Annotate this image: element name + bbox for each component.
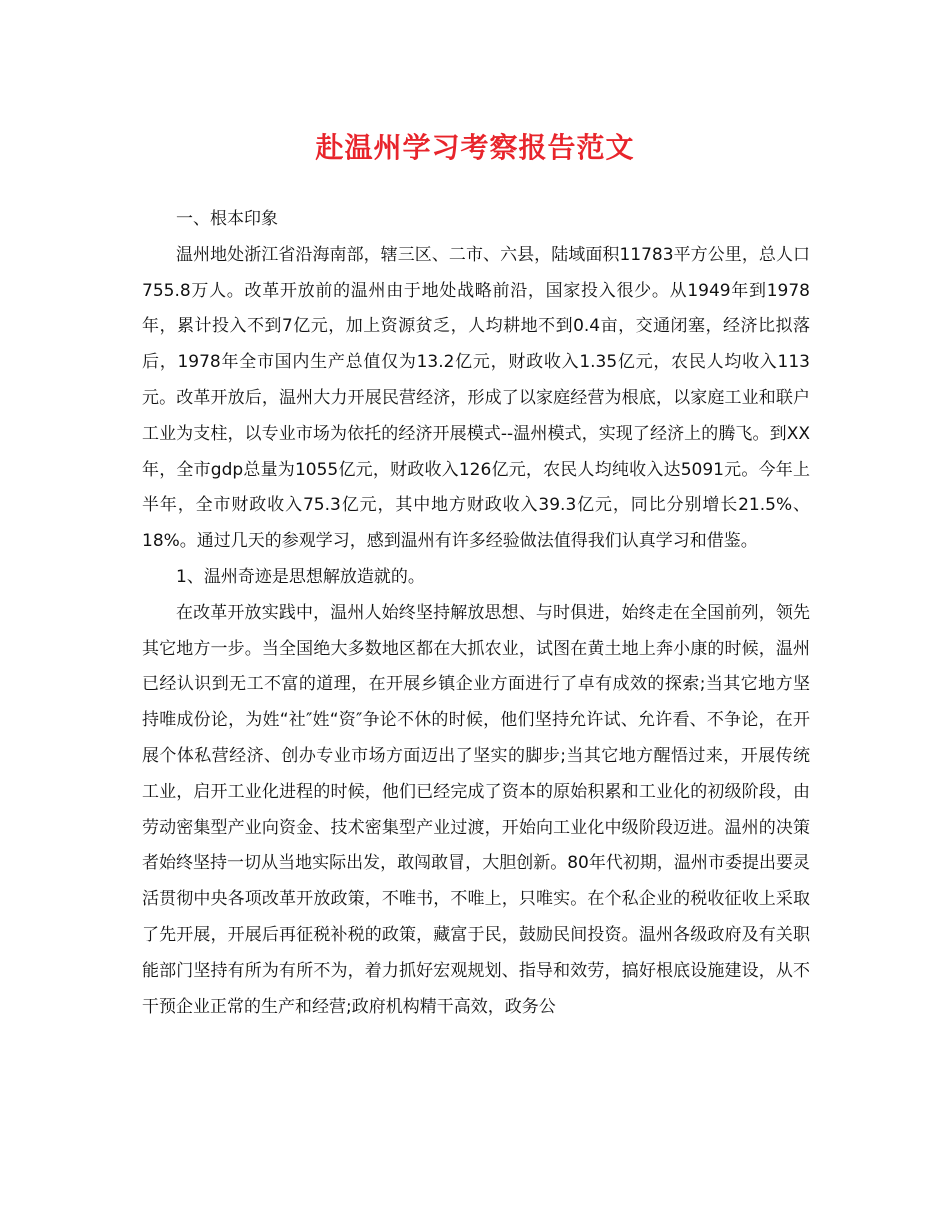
document-body — [142, 202, 810, 1025]
section-heading: 一、根本印象 — [176, 209, 278, 229]
body-paragraph: 温州地处浙江省沿海南部，辖三区、二市、六县，陆域面积11783平方公里，总人口755.8万人。改革开放前的温州由于地处战略前沿，国家投入很少。从1949年到1978年，累计投入不到7亿元，加上资源贫乏，人均耕地不到0.4亩，交通闭塞，经济比拟落后，1978年全市国内生产总值仅为13.2亿元，财政收入1.35亿元，农民人均收入113元。改革开放后，温州大力开展民营经济，形成了以家庭经营为根底，以家庭工业和联户工业为支柱，以专业市场为依托的经济开展模式--温州模式，实现了经济上的腾飞。到XX年，全市gdp总量为1055亿元，财政收入126亿元，农民人均纯收入达5091元。今年上半年，全市财政收入75.3亿元，其中地方财政收入39.3亿元，同比分别增长21.5%、18%。通过几天的参观学习，感到温州有许多经验做法值得我们认真学习和借鉴。 — [142, 244, 810, 552]
subsection-heading: 1、温州奇迹是思想解放造就的。 — [176, 566, 425, 587]
document-title: 赴温州学习考察报告范文 — [315, 131, 635, 164]
body-paragraph: 在改革开放实践中，温州人始终坚持解放思想、与时俱进，始终走在全国前列，领先其它地方一步。当全国绝大多数地区都在大抓农业，试图在黄土地上奔小康的时候，温州已经认识到无工不富的道理，在开展乡镇企业方面进行了卓有成效的探索;当其它地方坚持唯成份论，为姓“社″姓“资″争论不休的时候，他们坚持允许试、允许看、不争论，在开展个体私营经济、创办专业市场方面迈出了坚实的脚步;当其它地方醒悟过来，开展传统工业，启开工业化进程的时候，他们已经完成了资本的原始积累和工业化的初级阶段，由劳动密集型产业向资金、技术密集型产业过渡，开始向工业化中级阶段迈进。温州的决策者始终坚持一切从当地实际出发，敢闯敢冒，大胆创新。80年代初期，温州市委提出要灵活贯彻中央各项改革开放政策，不唯书，不唯上，只唯实。在个私企业的税收征收上采取了先开展，开展后再征税补税的政策，藏富于民，鼓励民间投资。温州各级政府及有关职能部门坚持有所为有所不为，着力抓好宏观规划、指导和效劳，搞好根底设施建设，从不干预企业正常的生产和经营;政府机构精干高效，政务公 — [142, 602, 810, 1017]
